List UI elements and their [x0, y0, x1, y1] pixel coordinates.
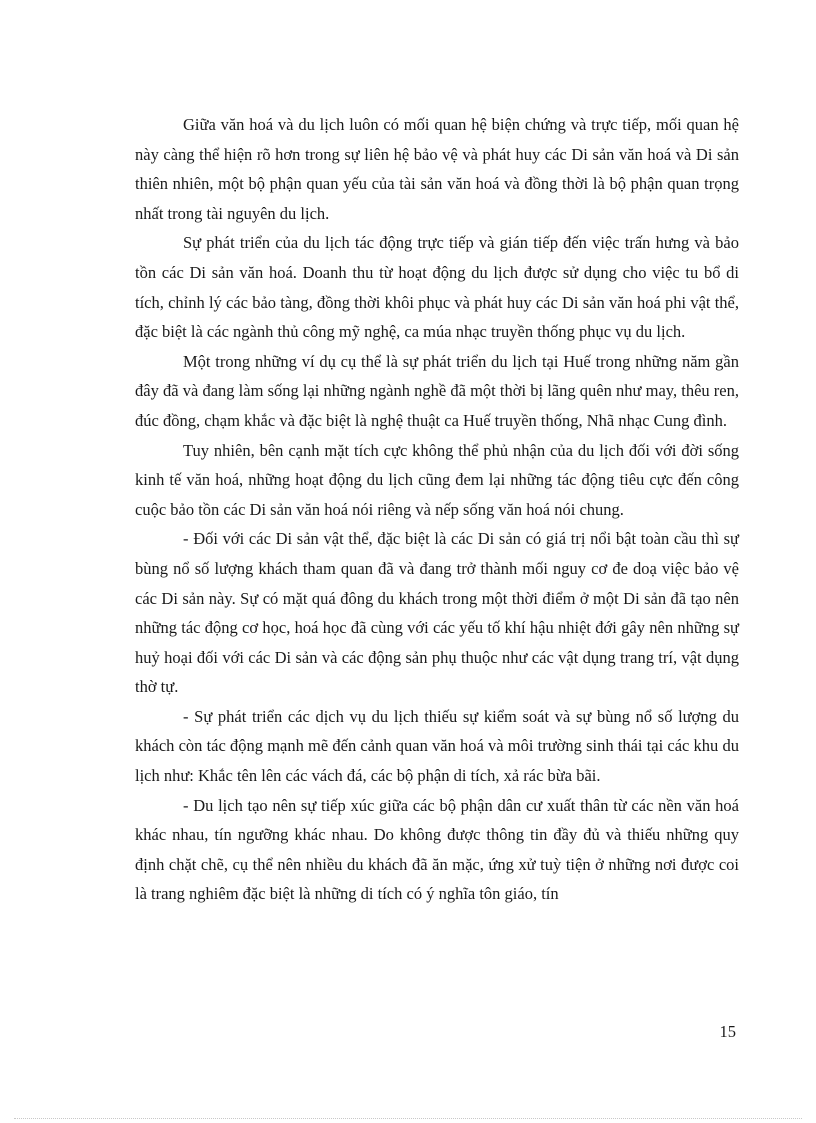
paragraph-1: Giữa văn hoá và du lịch luôn có mối quan hệ biện chứng và trực tiếp, mối quan hệ này càng thể hiện rõ hơn trong sự liên hệ bảo vệ và phát huy các Di sản văn hoá và Di sản thiên nhiên, một bộ phận quan yếu của tài sản văn hoá và đồng thời là bộ phận quan trọng nhất trong tài nguyên du lịch. [135, 115, 739, 223]
paragraph-4: Tuy nhiên, bên cạnh mặt tích cực không thể phủ nhận của du lịch đối với đời sống kinh tế văn hoá, những hoạt động du lịch cũng đem lại những tác động tiêu cực đến công cuộc bảo tồn các Di sản văn hoá nói riêng và nếp sống văn hoá nói chung. [135, 440, 739, 519]
page-bottom-divider [14, 1118, 802, 1119]
paragraph-7: - Du lịch tạo nên sự tiếp xúc giữa các bộ phận dân cư xuất thân từ các nền văn hoá khác nhau, tín ngưỡng khác nhau. Do không được thông tin đầy đủ và thiếu những quy định chặt chẽ, cụ thể nên nhiều du khách đã ăn mặc, ứng xử tuỳ tiện ở những nơi được coi là trang nghiêm đặc biệt là những di tích có ý nghĩa tôn giáo, tín [135, 795, 739, 904]
paragraph-5: - Đối với các Di sản vật thể, đặc biệt là các Di sản có giá trị nổi bật toàn cầu thì sự bùng nổ số lượng khách tham quan đã và đang trở thành mối nguy cơ đe doạ việc bảo vệ các Di sản này. Sự có mặt quá đông du khách trong một thời điểm ở một Di sản đã tạo nên những tác động cơ học, hoá học đã cùng với các yếu tố khí hậu nhiệt đới gây nên những sự huỷ hoại đối với các Di sản và các động sản phụ thuộc như các vật dụng trang trí, vật dụng thờ tự. [135, 529, 739, 697]
paragraph-3: Một trong những ví dụ cụ thể là sự phát triển du lịch tại Huế trong những năm gần đây đã và đang làm sống lại những ngành nghề đã một thời bị lãng quên như may, thêu ren, đúc đồng, chạm khắc và đặc biệt là nghệ thuật ca Huế truyền thống, Nhã nhạc Cung đình. [135, 351, 739, 430]
paragraph-2: Sự phát triển của du lịch tác động trực tiếp và gián tiếp đến việc trấn hưng và bảo tồn các Di sản văn hoá. Doanh thu từ hoạt động du lịch được sử dụng cho việc tu bổ di tích, chỉnh lý các bảo tàng, đồng thời khôi phục và phát huy các Di sản văn hoá phi vật thể, đặc biệt là các ngành thủ công mỹ nghệ, ca múa nhạc truyền thống phục vụ du lịch. [135, 233, 739, 342]
body-text [135, 110, 739, 909]
paragraph-6: - Sự phát triển các dịch vụ du lịch thiếu sự kiểm soát và sự bùng nổ số lượng du khách còn tác động mạnh mẽ đến cảnh quan văn hoá và môi trường sinh thái tại các khu du lịch như: Khắc tên lên các vách đá, các bộ phận di tích, xả rác bừa bãi. [135, 706, 739, 786]
page-number: 15 [719, 1022, 736, 1041]
